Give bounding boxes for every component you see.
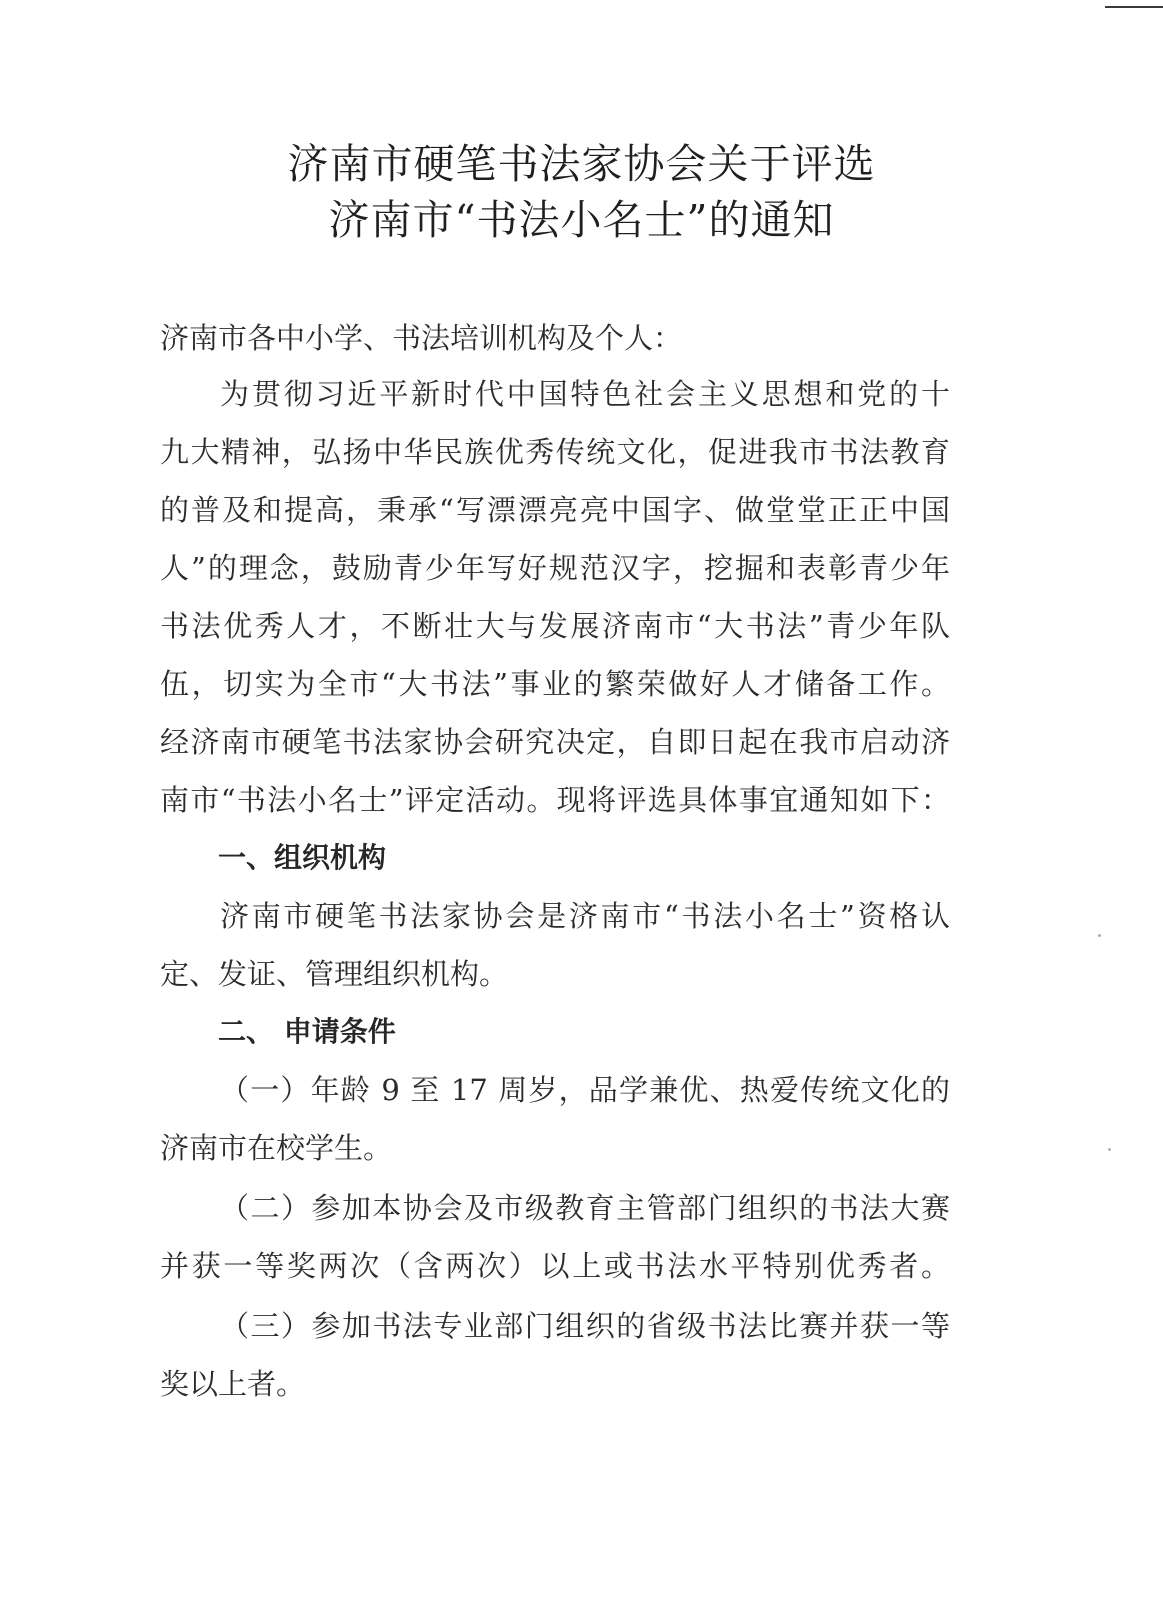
section-1-heading: 一、组织机构 [218, 841, 387, 874]
intro-line: 经济南市硬笔书法家协会研究决定，自即日起在我市启动济 [160, 725, 950, 759]
scan-speck [1108, 1148, 1111, 1151]
section-2-item-3-line: （三）参加书法专业部门组织的省级书法比赛并获一等 [220, 1309, 950, 1343]
section-2-item-1-line: 济南市在校学生。 [160, 1131, 393, 1165]
section-2-heading: 二、 申请条件 [218, 1015, 396, 1048]
section-1-line: 济南市硬笔书法家协会是济南市“书法小名士”资格认 [220, 899, 950, 933]
salutation: 济南市各中小学、书法培训机构及个人： [160, 321, 683, 355]
section-2-item-2-line: （二）参加本协会及市级教育主管部门组织的书法大赛 [220, 1191, 950, 1225]
intro-line: 书法优秀人才，不断壮大与发展济南市“大书法”青少年队 [160, 609, 950, 643]
intro-line: 人”的理念，鼓励青少年写好规范汉字，挖掘和表彰青少年 [160, 551, 950, 585]
intro-line: 为贯彻习近平新时代中国特色社会主义思想和党的十 [220, 377, 950, 411]
scan-edge-mark [1105, 6, 1163, 8]
intro-line: 南市“书法小名士”评定活动。现将评选具体事宜通知如下： [160, 783, 950, 817]
document-title-line-2: 济南市“书法小名士”的通知 [328, 196, 835, 244]
section-2-item-3-line: 奖以上者。 [160, 1367, 306, 1401]
section-2-item-2-line: 并获一等奖两次（含两次）以上或书法水平特别优秀者。 [160, 1249, 950, 1283]
document-title-line-1: 济南市硬笔书法家协会关于评选 [287, 140, 876, 188]
section-2-item-1-line: （一）年龄 9 至 17 周岁，品学兼优、热爱传统文化的 [220, 1073, 950, 1107]
intro-line: 伍，切实为全市“大书法”事业的繁荣做好人才储备工作。 [160, 667, 950, 701]
section-1-line: 定、发证、管理组织机构。 [160, 957, 509, 991]
intro-line: 九大精神，弘扬中华民族优秀传统文化，促进我市书法教育 [160, 435, 950, 469]
scan-speck [1098, 934, 1101, 937]
intro-line: 的普及和提高，秉承“写漂漂亮亮中国字、做堂堂正正中国 [160, 493, 950, 527]
